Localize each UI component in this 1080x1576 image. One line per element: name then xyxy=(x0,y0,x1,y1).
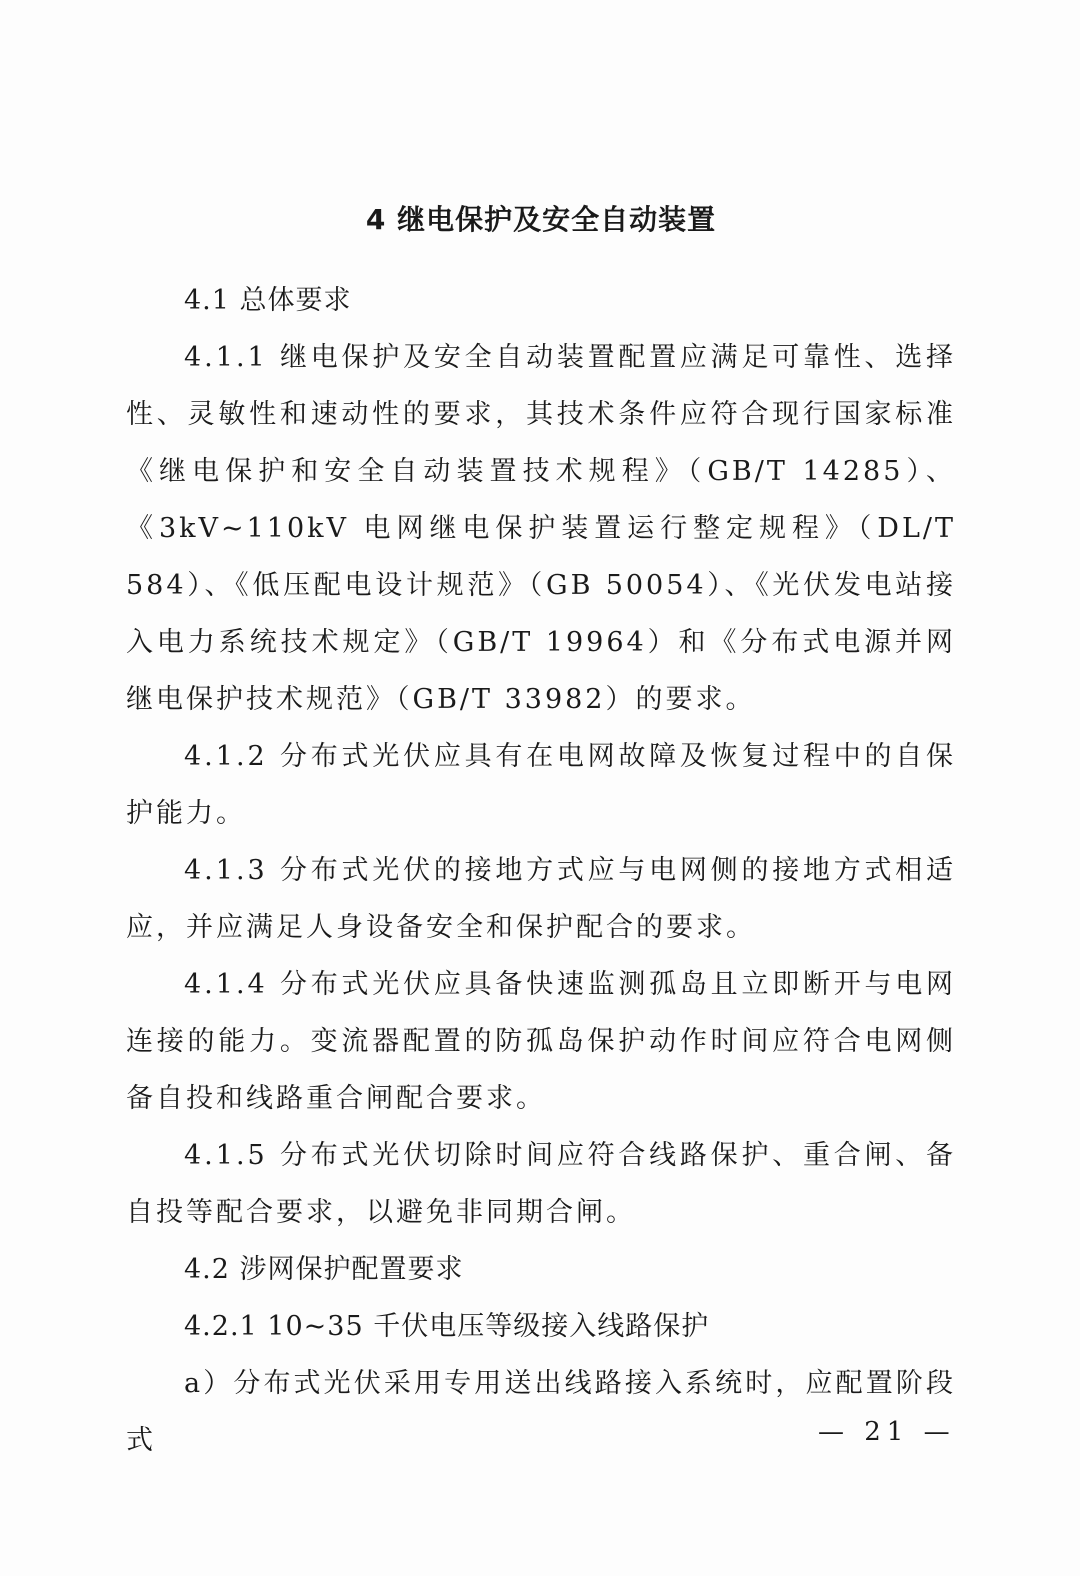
clause-4-1-2: 4.1.2 分布式光伏应具有在电网故障及恢复过程中的自保护能力。 xyxy=(126,741,956,829)
clause-4-1-3: 4.1.3 分布式光伏的接地方式应与电网侧的接地方式相适应，并应满足人身设备安全和保护配合的要求。 xyxy=(126,855,956,943)
section-heading-4-2: 4.2 涉网保护配置要求 xyxy=(184,1254,464,1285)
page-content xyxy=(126,190,956,1469)
chapter-title: 4 继电保护及安全自动装置 xyxy=(365,203,717,236)
page-number: — 21 — xyxy=(818,1417,956,1447)
item-a: a）分布式光伏采用专用送出线路接入系统时，应配置阶段式 xyxy=(126,1368,956,1456)
subsection-heading-4-2-1: 4.2.1 10~35 千伏电压等级接入线路保护 xyxy=(184,1311,710,1342)
section-heading-4-1: 4.1 总体要求 xyxy=(184,285,352,316)
clause-4-1-4: 4.1.4 分布式光伏应具备快速监测孤岛且立即断开与电网连接的能力。变流器配置的防孤岛保护动作时间应符合电网侧备自投和线路重合闸配合要求。 xyxy=(126,969,956,1114)
clause-4-1-1: 4.1.1 继电保护及安全自动装置配置应满足可靠性、选择性、灵敏性和速动性的要求，其技术条件应符合现行国家标准《继电保护和安全自动装置技术规程》（GB/T 14285）、《3kV~110kV 电网继电保护装置运行整定规程》（DL/T 584）、《低压配电设计规范》（GB 50054）、《光伏发电站接入电力系统技术规定》（GB/T 19964）和《分布式电源并网继电保护技术规范》（GB/T 33982）的要求。 xyxy=(126,342,956,715)
clause-4-1-5: 4.1.5 分布式光伏切除时间应符合线路保护、重合闸、备自投等配合要求，以避免非同期合闸。 xyxy=(126,1140,956,1228)
